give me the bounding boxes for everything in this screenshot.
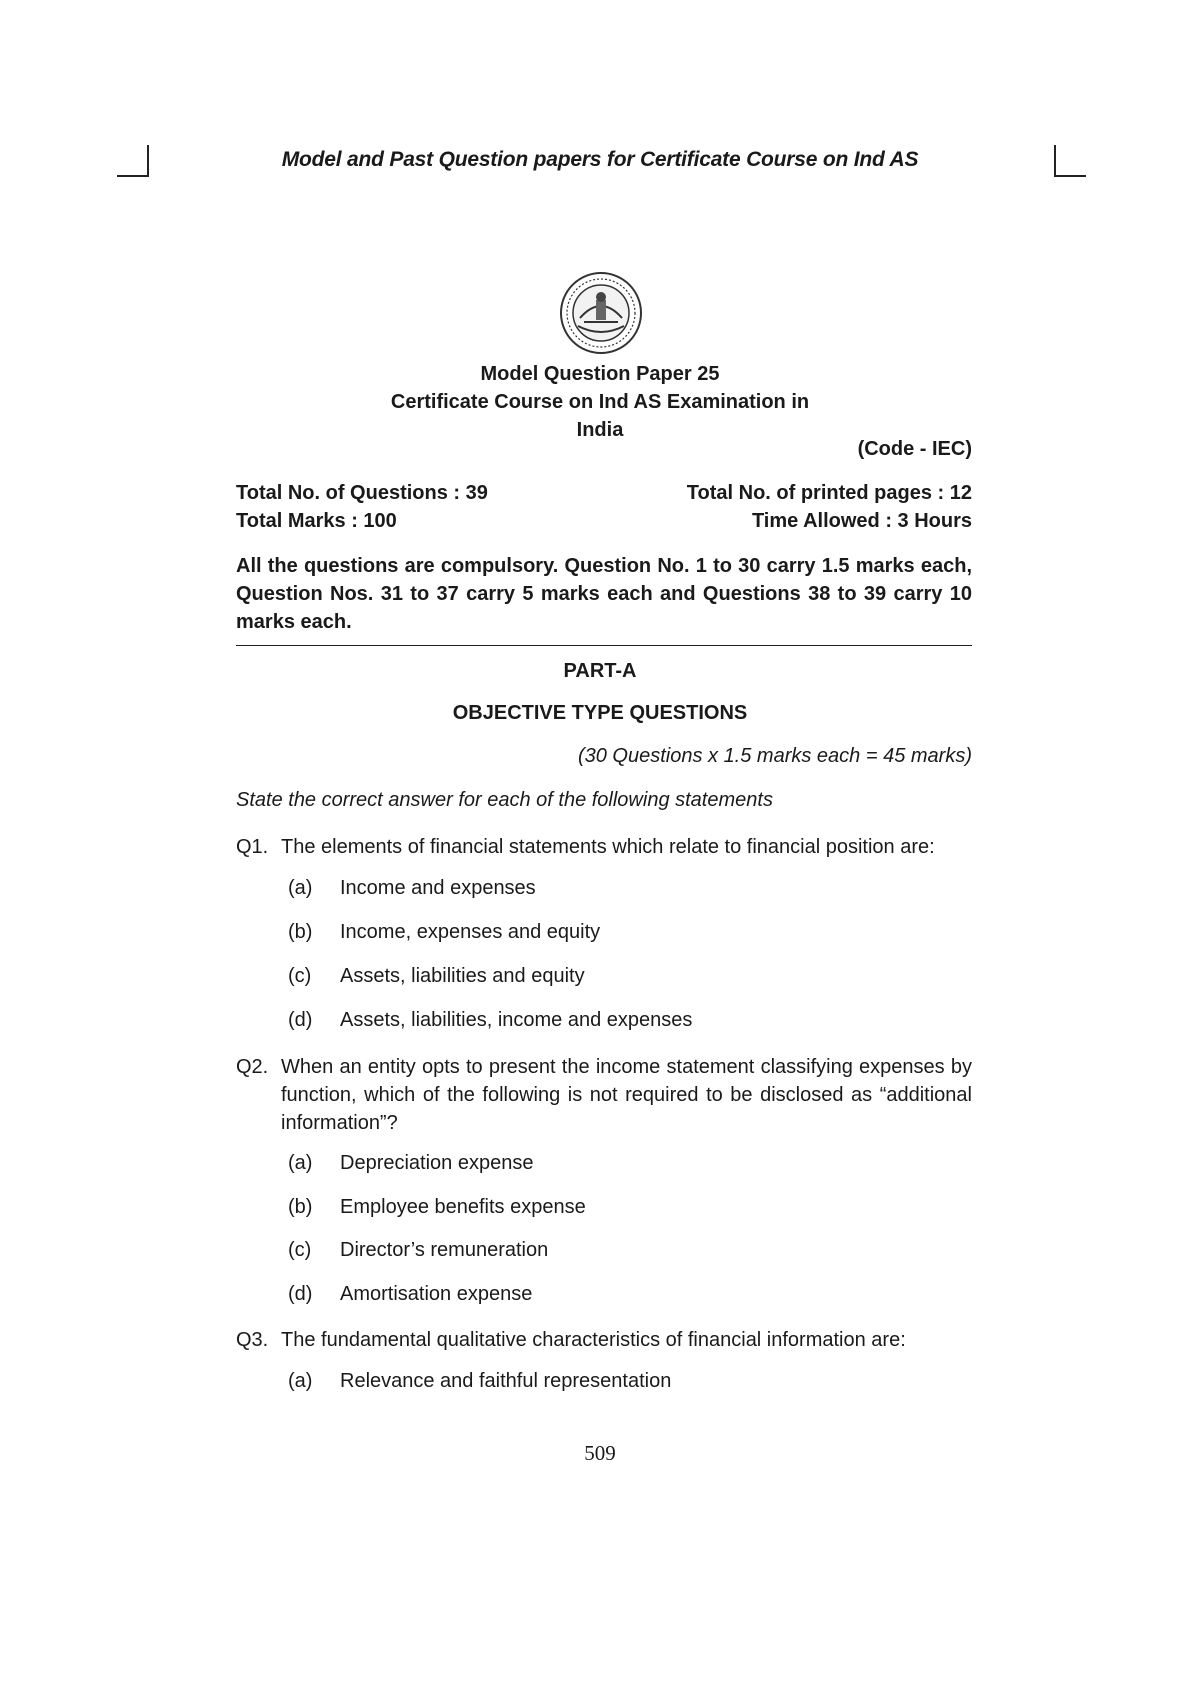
question-3	[0, 1326, 1200, 1354]
option-text: Assets, liabilities and equity	[340, 965, 585, 987]
running-head: Model and Past Question papers for Certificate Course on Ind AS	[281, 148, 919, 171]
question-text: The fundamental qualitative characteristics of financial information are:	[281, 1329, 906, 1351]
divider	[236, 645, 972, 646]
option-label: (c)	[288, 1239, 312, 1261]
option-text: Income, expenses and equity	[340, 921, 601, 943]
option-label: (c)	[288, 965, 312, 987]
option-label: (a)	[288, 877, 313, 899]
part-subtitle: OBJECTIVE TYPE QUESTIONS	[452, 702, 748, 724]
option-label: (d)	[288, 1009, 313, 1031]
crop-mark-left-horizontal	[117, 175, 149, 177]
time-allowed: Time Allowed : 3 Hours	[751, 510, 972, 532]
option-text: Income and expenses	[340, 877, 536, 899]
directive: State the correct answer for each of the following statements	[236, 789, 773, 811]
course-title-line1: Certificate Course on Ind AS Examination in	[390, 391, 810, 413]
instructions: All the questions are compulsory. Question No. 1 to 30 carry 1.5 marks each, Question Nos. 31 to 37 carry 5 marks each and Questions 38 to 39 carry 10 marks each.	[236, 555, 972, 633]
question-number: Q3.	[236, 1329, 269, 1351]
question-text: When an entity opts to present the income statement classifying expenses by function, which of the following is not required to be disclosed as “additional information”?	[281, 1056, 972, 1134]
institute-emblem-icon	[558, 270, 644, 356]
paper-code: (Code - IEC)	[857, 438, 972, 460]
crop-mark-right-horizontal	[1054, 175, 1086, 177]
question-text: The elements of financial statements which relate to financial position are:	[281, 836, 935, 858]
marks-note: (30 Questions x 1.5 marks each = 45 marks)	[577, 745, 972, 767]
course-title-line2: India	[576, 419, 624, 441]
option-label: (a)	[288, 1152, 313, 1174]
option-text: Relevance and faithful representation	[340, 1370, 672, 1392]
total-marks: Total Marks : 100	[236, 510, 397, 532]
question-number: Q1.	[236, 836, 269, 858]
part-title: PART-A	[563, 660, 637, 682]
option-text: Employee benefits expense	[340, 1196, 586, 1218]
printed-pages: Total No. of printed pages : 12	[686, 482, 972, 504]
option-text: Assets, liabilities, income and expenses	[340, 1009, 693, 1031]
option-text: Amortisation expense	[340, 1283, 533, 1305]
option-label: (a)	[288, 1370, 313, 1392]
option-label: (d)	[288, 1283, 313, 1305]
option-label: (b)	[288, 1196, 313, 1218]
option-text: Director’s remuneration	[340, 1239, 549, 1261]
question-2	[0, 1053, 1200, 1137]
page-number: 509	[584, 1441, 616, 1465]
option-label: (b)	[288, 921, 313, 943]
option-text: Depreciation expense	[340, 1152, 534, 1174]
total-questions: Total No. of Questions : 39	[236, 482, 488, 504]
paper-title: Model Question Paper 25	[480, 363, 720, 385]
question-1	[0, 833, 1200, 861]
question-number: Q2.	[236, 1056, 269, 1078]
